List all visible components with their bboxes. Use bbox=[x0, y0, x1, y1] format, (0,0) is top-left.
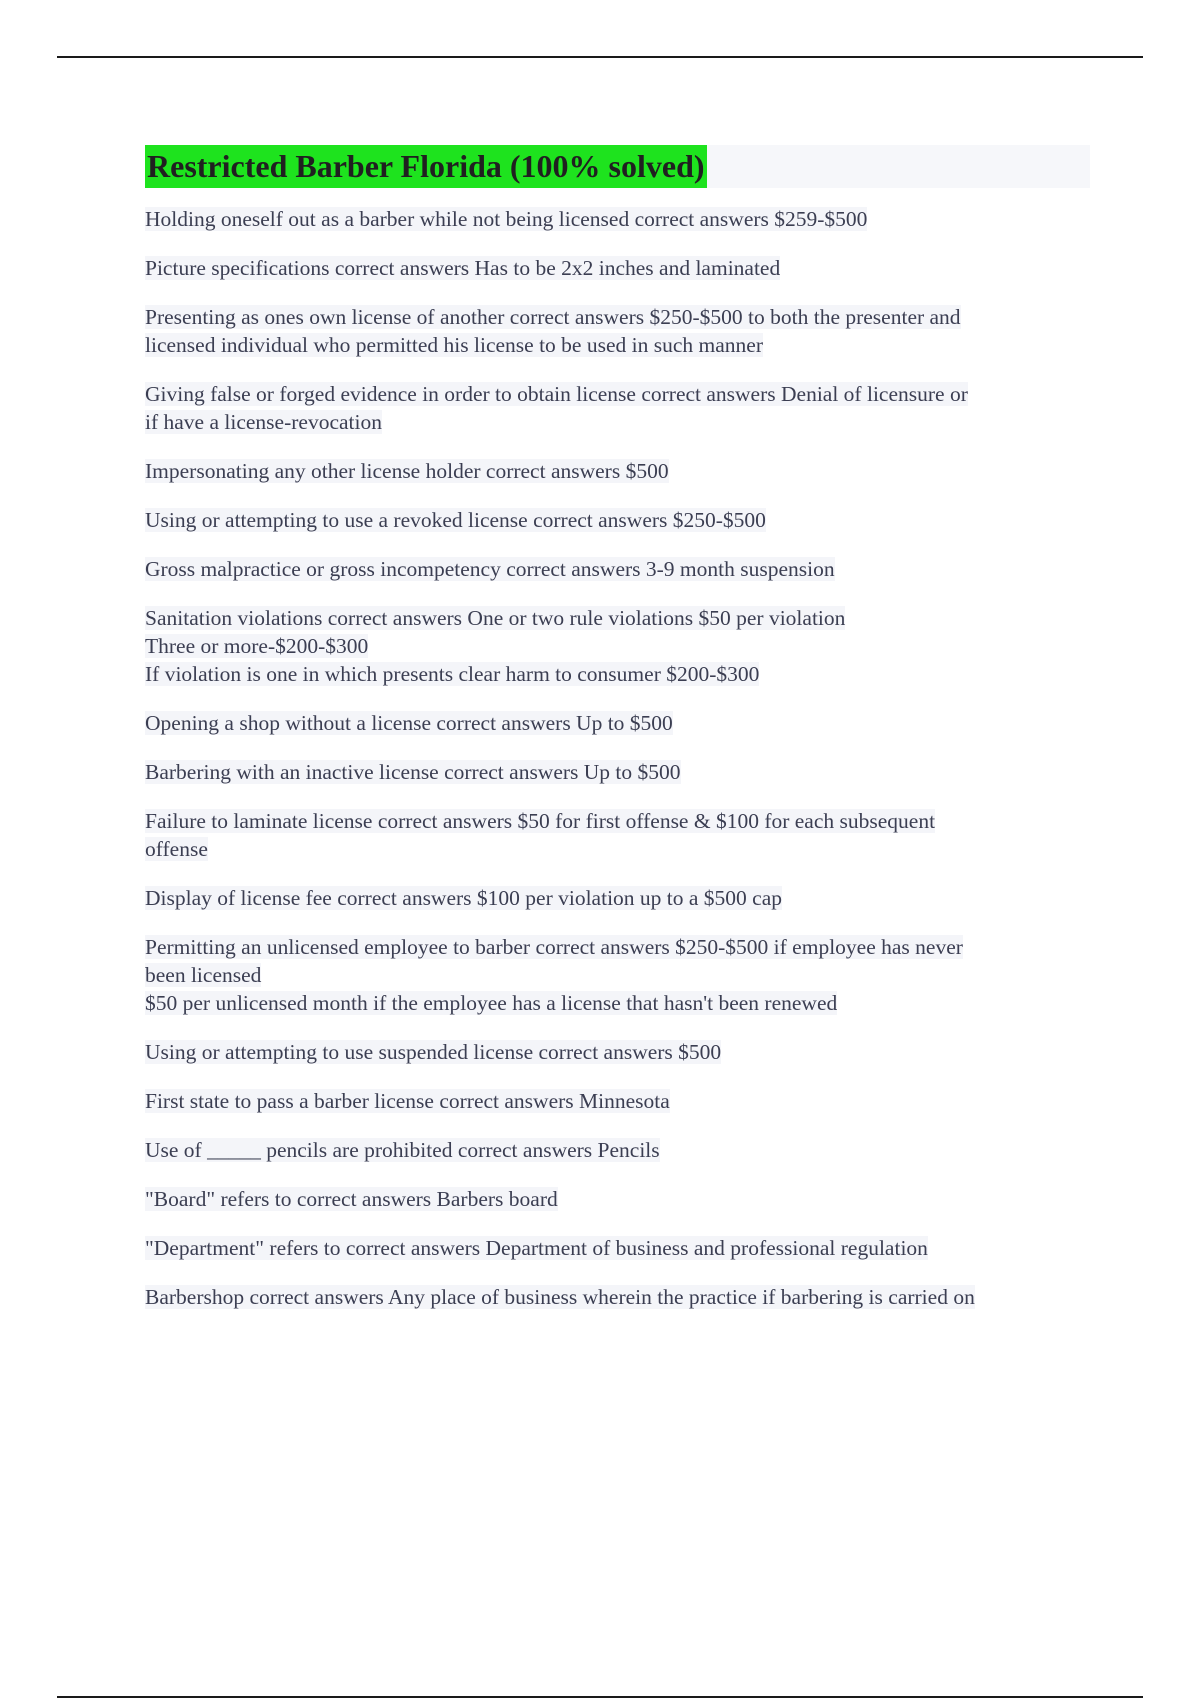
qa-line: Opening a shop without a license correct answers Up to $500 bbox=[145, 711, 673, 735]
qa-line: Display of license fee correct answers $100 per violation up to a $500 cap bbox=[145, 886, 783, 910]
qa-item bbox=[145, 758, 1095, 786]
qa-line: Barbering with an inactive license correct answers Up to $500 bbox=[145, 760, 681, 784]
qa-line: if have a license-revocation bbox=[145, 410, 382, 434]
qa-item bbox=[145, 555, 1095, 583]
qa-line: If violation is one in which presents clear harm to consumer $200-$300 bbox=[145, 662, 760, 686]
qa-line: First state to pass a barber license correct answers Minnesota bbox=[145, 1089, 670, 1113]
qa-item bbox=[145, 1283, 1095, 1311]
qa-line: Picture specifications correct answers Has to be 2x2 inches and laminated bbox=[145, 256, 781, 280]
qa-item bbox=[145, 205, 1095, 233]
qa-line: Using or attempting to use suspended license correct answers $500 bbox=[145, 1040, 722, 1064]
qa-item bbox=[145, 457, 1095, 485]
footer-rule bbox=[57, 1696, 1143, 1698]
qa-line: Holding oneself out as a barber while not being licensed correct answers $259-$500 bbox=[145, 207, 868, 231]
qa-list bbox=[145, 205, 1095, 1311]
qa-item bbox=[145, 303, 1095, 359]
qa-item bbox=[145, 380, 1095, 436]
title-band bbox=[145, 145, 1090, 188]
qa-line: Impersonating any other license holder correct answers $500 bbox=[145, 459, 669, 483]
qa-item bbox=[145, 933, 1095, 1017]
qa-item bbox=[145, 604, 1095, 688]
document-body bbox=[145, 145, 1095, 1332]
qa-line: Gross malpractice or gross incompetency correct answers 3-9 month suspension bbox=[145, 557, 835, 581]
qa-line: Barbershop correct answers Any place of business wherein the practice if barbering is carried on bbox=[145, 1285, 975, 1309]
qa-item bbox=[145, 1234, 1095, 1262]
header-rule bbox=[57, 56, 1143, 58]
qa-line: Giving false or forged evidence in order to obtain license correct answers Denial of licensure or bbox=[145, 382, 968, 406]
qa-line: offense bbox=[145, 837, 208, 861]
qa-item bbox=[145, 506, 1095, 534]
qa-line: licensed individual who permitted his license to be used in such manner bbox=[145, 333, 763, 357]
qa-item bbox=[145, 1038, 1095, 1066]
qa-line: Three or more-$200-$300 bbox=[145, 634, 369, 658]
qa-line: Use of _____ pencils are prohibited correct answers Pencils bbox=[145, 1138, 660, 1162]
qa-line: Using or attempting to use a revoked license correct answers $250-$500 bbox=[145, 508, 766, 532]
qa-line: "Board" refers to correct answers Barbers board bbox=[145, 1187, 558, 1211]
qa-item bbox=[145, 1087, 1095, 1115]
qa-item bbox=[145, 1185, 1095, 1213]
qa-line: $50 per unlicensed month if the employee has a license that hasn't been renewed bbox=[145, 991, 838, 1015]
qa-line: "Department" refers to correct answers Department of business and professional regulation bbox=[145, 1236, 928, 1260]
qa-item bbox=[145, 1136, 1095, 1164]
qa-item bbox=[145, 884, 1095, 912]
qa-line: Permitting an unlicensed employee to barber correct answers $250-$500 if employee has never bbox=[145, 935, 963, 959]
qa-line: Presenting as ones own license of another correct answers $250-$500 to both the presenter and bbox=[145, 305, 961, 329]
qa-line: Sanitation violations correct answers One or two rule violations $50 per violation bbox=[145, 606, 846, 630]
qa-item bbox=[145, 709, 1095, 737]
document-title: Restricted Barber Florida (100% solved) bbox=[145, 145, 707, 188]
qa-line: Failure to laminate license correct answers $50 for first offense & $100 for each subsequent bbox=[145, 809, 936, 833]
qa-line: been licensed bbox=[145, 963, 262, 987]
qa-item bbox=[145, 807, 1095, 863]
qa-item bbox=[145, 254, 1095, 282]
